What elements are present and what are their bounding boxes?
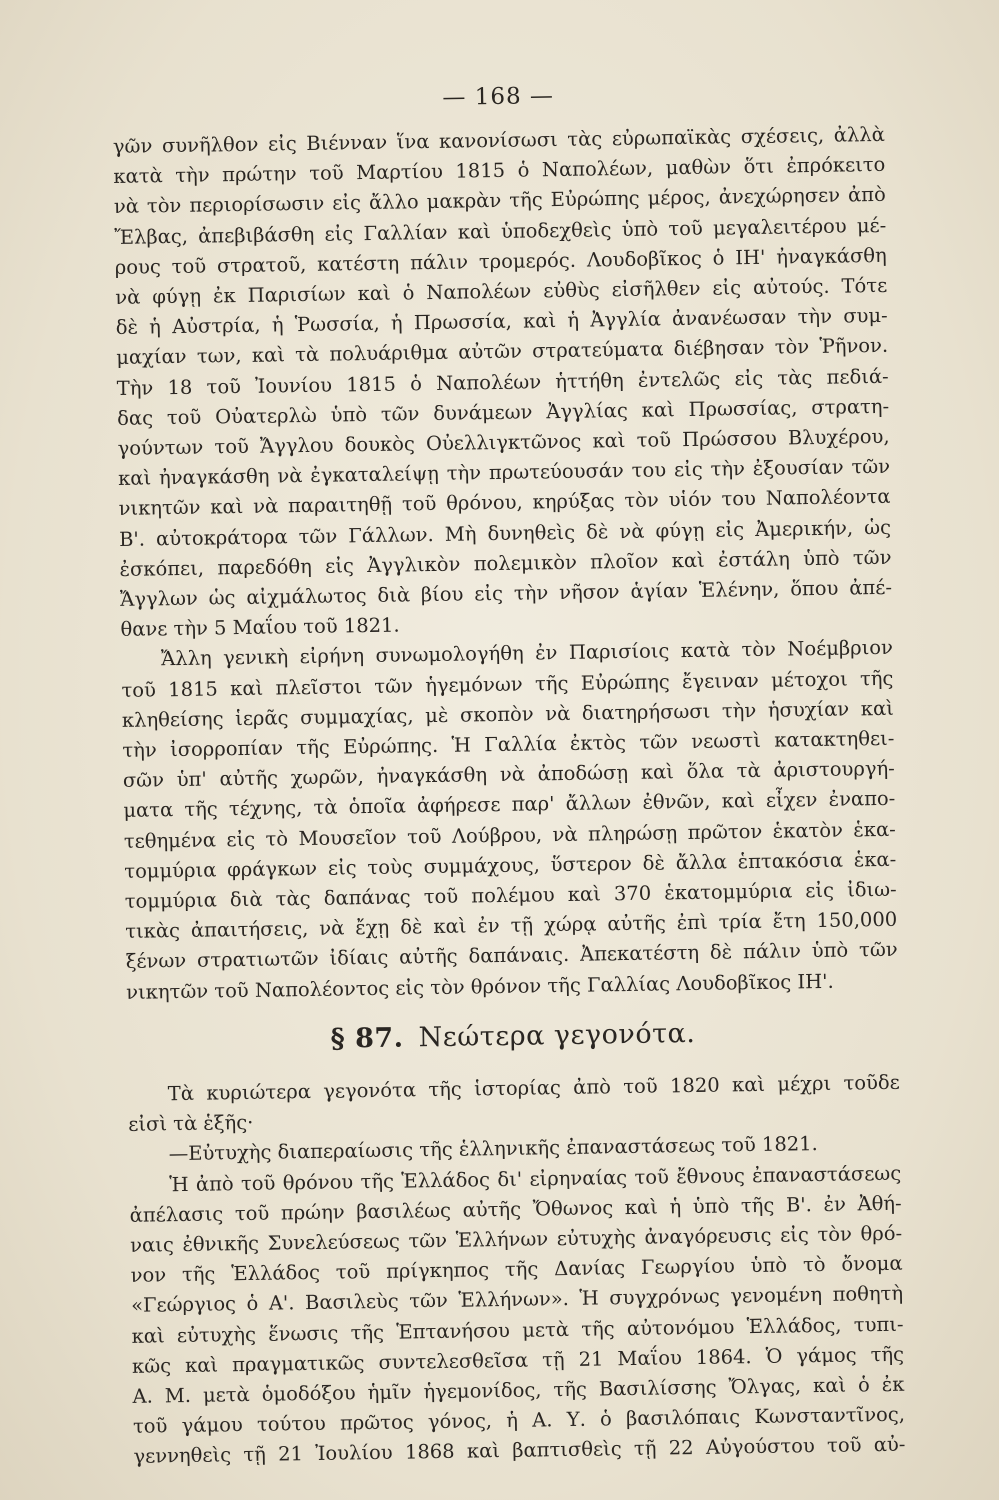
page-number: — 168 — [442,83,555,111]
text-line: Α. Μ. μετὰ ὁμοδόξου ἡμῖν ἡγεμονίδος, τῆς Βασιλίσσης Ὄλγας, καὶ ὁ ἐκ [132,1372,905,1408]
text-line: νον τῆς Ἑλλάδος τοῦ πρίγκηπος τῆς Δανίας Γεωργίου ὑπὸ τὸ ὄνομα [130,1251,903,1287]
text-line: Τὰ κυριώτερα γεγονότα τῆς ἱστορίας ἀπὸ τοῦ 1820 καὶ μέχρι τοῦδε [167,1070,900,1106]
text-line: τικὰς ἀπαιτήσεις, νὰ ἔχῃ δὲ καὶ ἐν τῇ χώρᾳ αὐτῆς ἐπὶ τρία ἔτη 150,000 [125,908,898,944]
text-line: εἰσὶ τὰ ἑξῆς· [128,1111,254,1136]
text-line: νικητῶν καὶ νὰ παραιτηθῇ τοῦ θρόνου, κηρύξας τὸν υἱόν του Ναπολέοντα [118,485,891,521]
text-line: τοῦ γάμου τούτου πρῶτος γόνος, ἡ Α. Υ. ὁ βασιλόπαις Κωνσταντῖνος, [132,1402,906,1438]
text-line: Ἡ ἀπὸ τοῦ θρόνου τῆς Ἑλλάδος δι' εἰρηναίας τοῦ ἔθνους ἐπαναστάσεως [169,1161,902,1196]
text-line: ἀπέλασις τοῦ πρώην βασιλέως αὐτῆς Ὄθωνος καὶ ἡ ὑπὸ τῆς Β'. ἐν Ἀθή- [129,1191,902,1227]
text-column [112,76,906,1472]
text-line: θανε τὴν 5 Μαΐου τοῦ 1821. [120,613,400,642]
text-line: νὰ τὸν περιορίσωσιν εἰς ἄλλο μακρὰν τῆς Εὐρώπης μέρος, ἀνεχώρησεν ἀπὸ [113,183,886,219]
text-line: τὴν ἰσορροπίαν τῆς Εὐρώπης. Ἡ Γαλλία ἐκτὸς τῶν νεωστὶ κατακτηθει- [122,726,895,762]
text-line: κληθείσης ἱερᾶς συμμαχίας, μὲ σκοπὸν νὰ διατηρήσωσι τὴν ἡσυχίαν καὶ [121,696,895,732]
paragraph-1 [113,120,889,374]
text-line: τομμύρια διὰ τὰς δαπάνας τοῦ πολέμου καὶ 370 ἑκατομμύρια εἰς ἰδιω- [124,877,897,913]
text-line: ρους τοῦ στρατοῦ, κατέστη πάλιν τρομερός. Λουδοβῖκος ὁ ΙΗ' ἠναγκάσθη [114,243,887,279]
text-line: σῶν ὑπ' αὐτῆς χωρῶν, ἠναγκάσθη νὰ ἀποδώσῃ καὶ ὅλα τὰ ἀριστουργή- [122,757,895,793]
text-line: ματα τῆς τέχνης, τὰ ὁποῖα ἀφήρεσε παρ' ἄλλων ἐθνῶν, καὶ εἶχεν ἐναπο- [123,787,896,823]
text-line: νικητῶν τοῦ Ναπολέοντος εἰς τὸν θρόνον τῆς Γαλλίας Λουδοβῖκος ΙΗ'. [126,969,834,1004]
text-line: καὶ ἠναγκάσθη νὰ ἐγκαταλείψῃ τὴν πρωτεύουσάν του εἰς τὴν ἐξουσίαν τῶν [117,455,891,491]
paragraph-3 [121,633,899,1008]
section-title: Νεώτερα γεγονότα. [418,1017,696,1054]
text-line: τομμύρια φράγκων εἰς τοὺς συμμάχους, ὕστερον δὲ ἄλλα ἑπτακόσια ἑκα- [124,847,897,883]
text-line: μαχίαν των, καὶ τὰ πολυάριθμα αὐτῶν στρατεύματα διέβησαν τὸν Ῥῆνον. [116,334,889,370]
paragraph-6 [129,1158,906,1472]
paragraph-2 [116,361,892,645]
section-number: § 87. [330,1022,404,1055]
text-line: Ἄγγλων ὡς αἰχμάλωτος διὰ βίου εἰς τὴν νῆσον ἁγίαν Ἑλένην, ὅπου ἀπέ- [119,575,893,611]
text-line: Β'. αὐτοκράτορα τῶν Γάλλων. Μὴ δυνηθεὶς δὲ νὰ φύγῃ εἰς Ἀμερικήν, ὡς [118,515,892,551]
text-line: Ἄλλη γενικὴ εἰρήνη συνωμολογήθη ἐν Παρισίοις κατὰ τὸν Νοέμβριον [160,636,894,671]
text-line: κῶς καὶ πραγματικῶς συντελεσθεῖσα τῇ 21 Μαΐου 1864. Ὁ γάμος τῆς [131,1342,905,1378]
text-line: δὲ ἡ Αὐστρία, ἡ Ῥωσσία, ἡ Πρωσσία, καὶ ἡ Ἀγγλία ἀνανέωσαν τὴν συμ- [115,304,888,340]
text-line: ναις ἐθνικῆς Συνελεύσεως τῶν Ἑλλήνων εὐτυχὴς ἀναγόρευσις εἰς τὸν θρό- [129,1221,903,1257]
text-line: ἐσκόπει, παρεδόθη εἰς Ἀγγλικὸν πολεμικὸν πλοῖον καὶ ἐστάλη ὑπὸ τῶν [119,545,892,581]
text-line: νὰ φύγῃ ἐκ Παρισίων καὶ ὁ Ναπολέων εὐθὺς εἰσῆλθεν εἰς αὐτούς. Τότε [115,273,888,309]
text-line: δας τοῦ Οὐατερλὼ ὑπὸ τῶν δυνάμεων Ἀγγλίας καὶ Πρωσσίας, στρατη- [117,394,890,430]
text-line: γῶν συνῆλθον εἰς Βιένναν ἵνα κανονίσωσι τὰς εὐρωπαϊκὰς σχέσεις, ἀλλὰ [112,122,886,158]
text-line: καὶ εὐτυχὴς ἕνωσις τῆς Ἑπτανήσου μετὰ τῆς αὐτονόμου Ἑλλάδος, τυπι- [131,1312,904,1348]
text-line: κατὰ τὴν πρώτην τοῦ Μαρτίου 1815 ὁ Ναπολέων, μαθὼν ὅτι ἐπρόκειτο [113,153,886,189]
text-line: —Εὐτυχὴς διαπεραίωσις τῆς ἑλληνικῆς ἐπαναστάσεως τοῦ 1821. [168,1132,818,1166]
section-heading [127,1014,899,1060]
text-line: «Γεώργιος ὁ Α'. Βασιλεὺς τῶν Ἑλλήνων». Ἡ συγχρόνως γενομένη ποθητὴ [130,1282,904,1318]
text-line: Ἔλβας, ἀπεβιβάσθη εἰς Γαλλίαν καὶ ὑποδεχθεὶς ὑπὸ τοῦ μεγαλειτέρου μέ- [114,213,887,249]
text-line: ξένων στρατιωτῶν ἰδίαις αὐτῆς δαπάναις. Ἀπεκατέστη δὲ πάλιν ὑπὸ τῶν [125,938,898,974]
text-line: Τὴν 18 τοῦ Ἰουνίου 1815 ὁ Ναπολέων ἡττήθη ἐντελῶς εἰς τὰς πεδιά- [116,364,889,400]
text-line: τεθημένα εἰς τὸ Μουσεῖον τοῦ Λούβρου, νὰ πληρώσῃ πρῶτον ἑκατὸν ἑκα- [123,817,896,853]
text-line: γούντων τοῦ Ἄγγλου δουκὸς Οὐελλιγκτῶνος καὶ τοῦ Πρώσσου Βλυχέρου, [117,424,890,460]
text-line: τοῦ 1815 καὶ πλεῖστοι τῶν ἡγεμόνων τῆς Εὐρώπης ἔγειναν μέτοχοι τῆς [121,666,894,702]
text-line: γεννηθεὶς τῇ 21 Ἰουλίου 1868 καὶ βαπτισθεὶς τῇ 22 Αὐγούστου τοῦ αὐ- [133,1433,906,1469]
